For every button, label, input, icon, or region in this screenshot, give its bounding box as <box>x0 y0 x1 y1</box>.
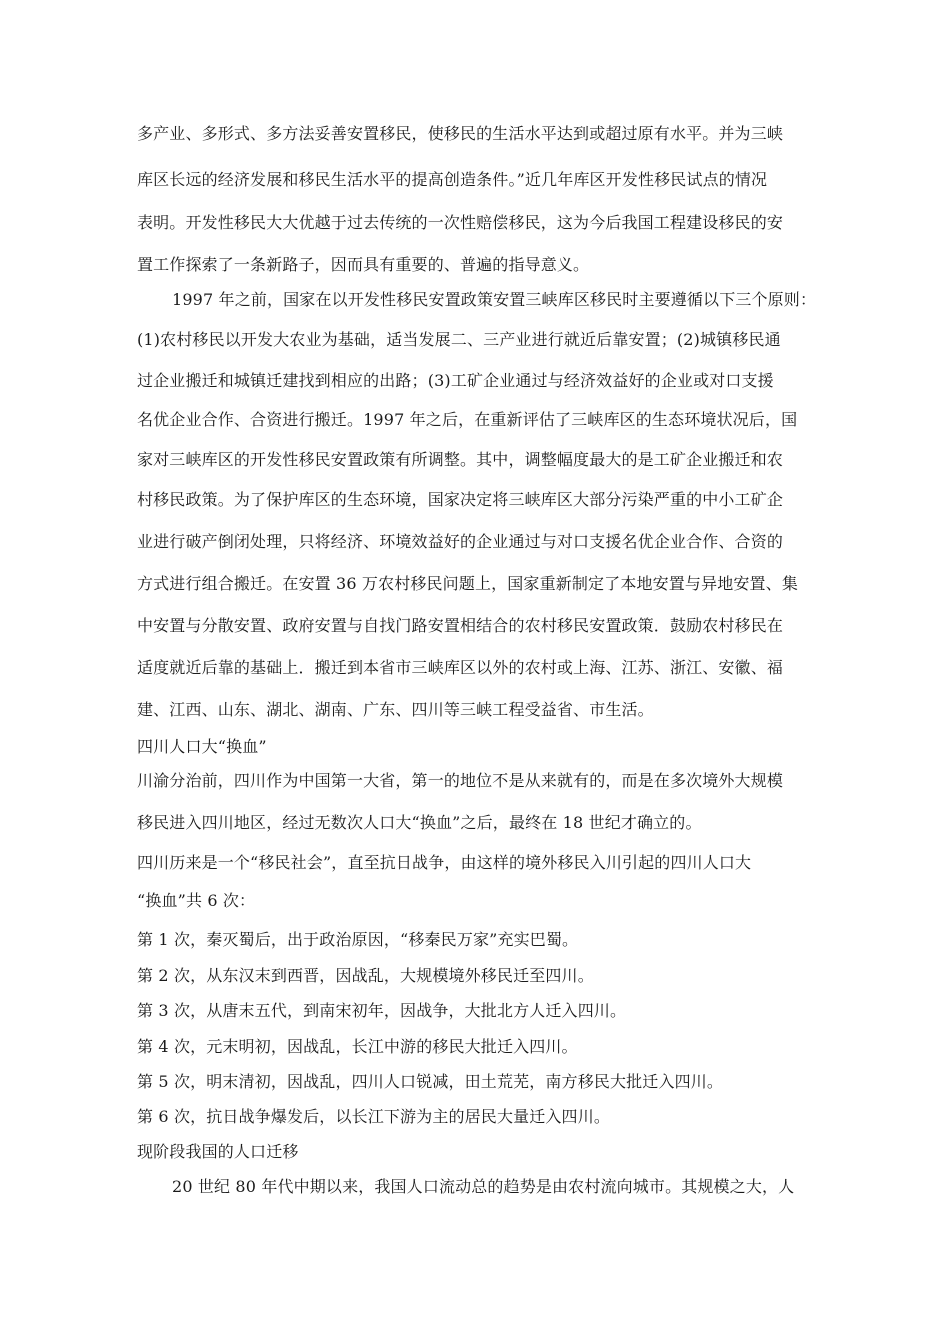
section-heading: 现阶段我国的人口迁移 <box>137 1142 299 1161</box>
paragraph-line: 村移民政策。为了保护库区的生态环境，国家决定将三峡库区大部分污染严重的中小工矿企 <box>137 490 784 509</box>
paragraph-line: 业进行破产倒闭处理，只将经济、环境效益好的企业通过与对口支援名优企业合作、合资的 <box>137 532 784 551</box>
paragraph-line: 适度就近后靠的基础上．搬迁到本省市三峡库区以外的农村或上海、江苏、浙江、安徽、福 <box>137 658 784 677</box>
paragraph-line: 家对三峡库区的开发性移民安置政策有所调整。其中，调整幅度最大的是工矿企业搬迁和农 <box>137 450 784 469</box>
paragraph-line: (1)农村移民以开发大农业为基础，适当发展二、三产业进行就近后靠安置；(2)城镇移民通 <box>137 330 781 349</box>
paragraph-line: 建、江西、山东、湖北、湖南、广东、四川等三峡工程受益省、市生活。 <box>137 700 654 719</box>
paragraph-line: 1997 年之前，国家在以开发性移民安置政策安置三峡库区移民时主要遵循以下三个原则： <box>172 290 817 309</box>
paragraph-line: 多产业、多形式、多方法妥善安置移民，使移民的生活水平达到或超过原有水平。并为三峡 <box>137 124 784 143</box>
paragraph-line: 表明。开发性移民大大优越于过去传统的一次性赔偿移民，这为今后我国工程建设移民的安 <box>137 213 784 232</box>
paragraph-line: 置工作探索了一条新路子，因而具有重要的、普遍的指导意义。 <box>137 255 590 274</box>
paragraph-line: 移民进入四川地区，经过无数次人口大“换血”之后，最终在 18 世纪才确立的。 <box>137 813 702 832</box>
list-item: 第 3 次，从唐末五代，到南宋初年，因战争，大批北方人迁入四川。 <box>137 1001 627 1020</box>
paragraph-line: 库区长远的经济发展和移民生活水平的提高创造条件。”近几年库区开发性移民试点的情况 <box>137 170 768 189</box>
paragraph-line: 中安置与分散安置、政府安置与自找门路安置相结合的农村移民安置政策．鼓励农村移民在 <box>137 616 784 635</box>
paragraph-line: 方式进行组合搬迁。在安置 36 万农村移民问题上，国家重新制定了本地安置与异地安置、集 <box>137 574 798 593</box>
list-item: 第 5 次，明末清初，因战乱，四川人口锐减，田土荒芜，南方移民大批迁入四川。 <box>137 1072 724 1091</box>
paragraph-line: 20 世纪 80 年代中期以来，我国人口流动总的趋势是由农村流向城市。其规模之大，人 <box>172 1177 795 1196</box>
list-item: 第 1 次，秦灭蜀后，出于政治原因，“移秦民万家”充实巴蜀。 <box>137 930 579 949</box>
list-item: 第 2 次，从东汉末到西晋，因战乱，大规模境外移民迁至四川。 <box>137 966 594 985</box>
paragraph-line: 四川历来是一个“移民社会”，直至抗日战争，由这样的境外移民入川引起的四川人口大 <box>137 853 752 872</box>
list-item: 第 6 次，抗日战争爆发后，以长江下游为主的居民大量迁入四川。 <box>137 1107 611 1126</box>
paragraph-line: 过企业搬迁和城镇迁建找到相应的出路；(3)工矿企业通过与经济效益好的企业或对口支援 <box>137 371 774 390</box>
paragraph-line: “换血”共 6 次： <box>137 891 256 910</box>
paragraph-line: 川渝分治前，四川作为中国第一大省，第一的地位不是从来就有的，而是在多次境外大规模 <box>137 771 784 790</box>
section-heading: 四川人口大“换血” <box>137 737 267 756</box>
list-item: 第 4 次，元末明初，因战乱，长江中游的移民大批迁入四川。 <box>137 1037 578 1056</box>
paragraph-line: 名优企业合作、合资进行搬迁。1997 年之后，在重新评估了三峡库区的生态环境状况后，国 <box>137 410 798 429</box>
